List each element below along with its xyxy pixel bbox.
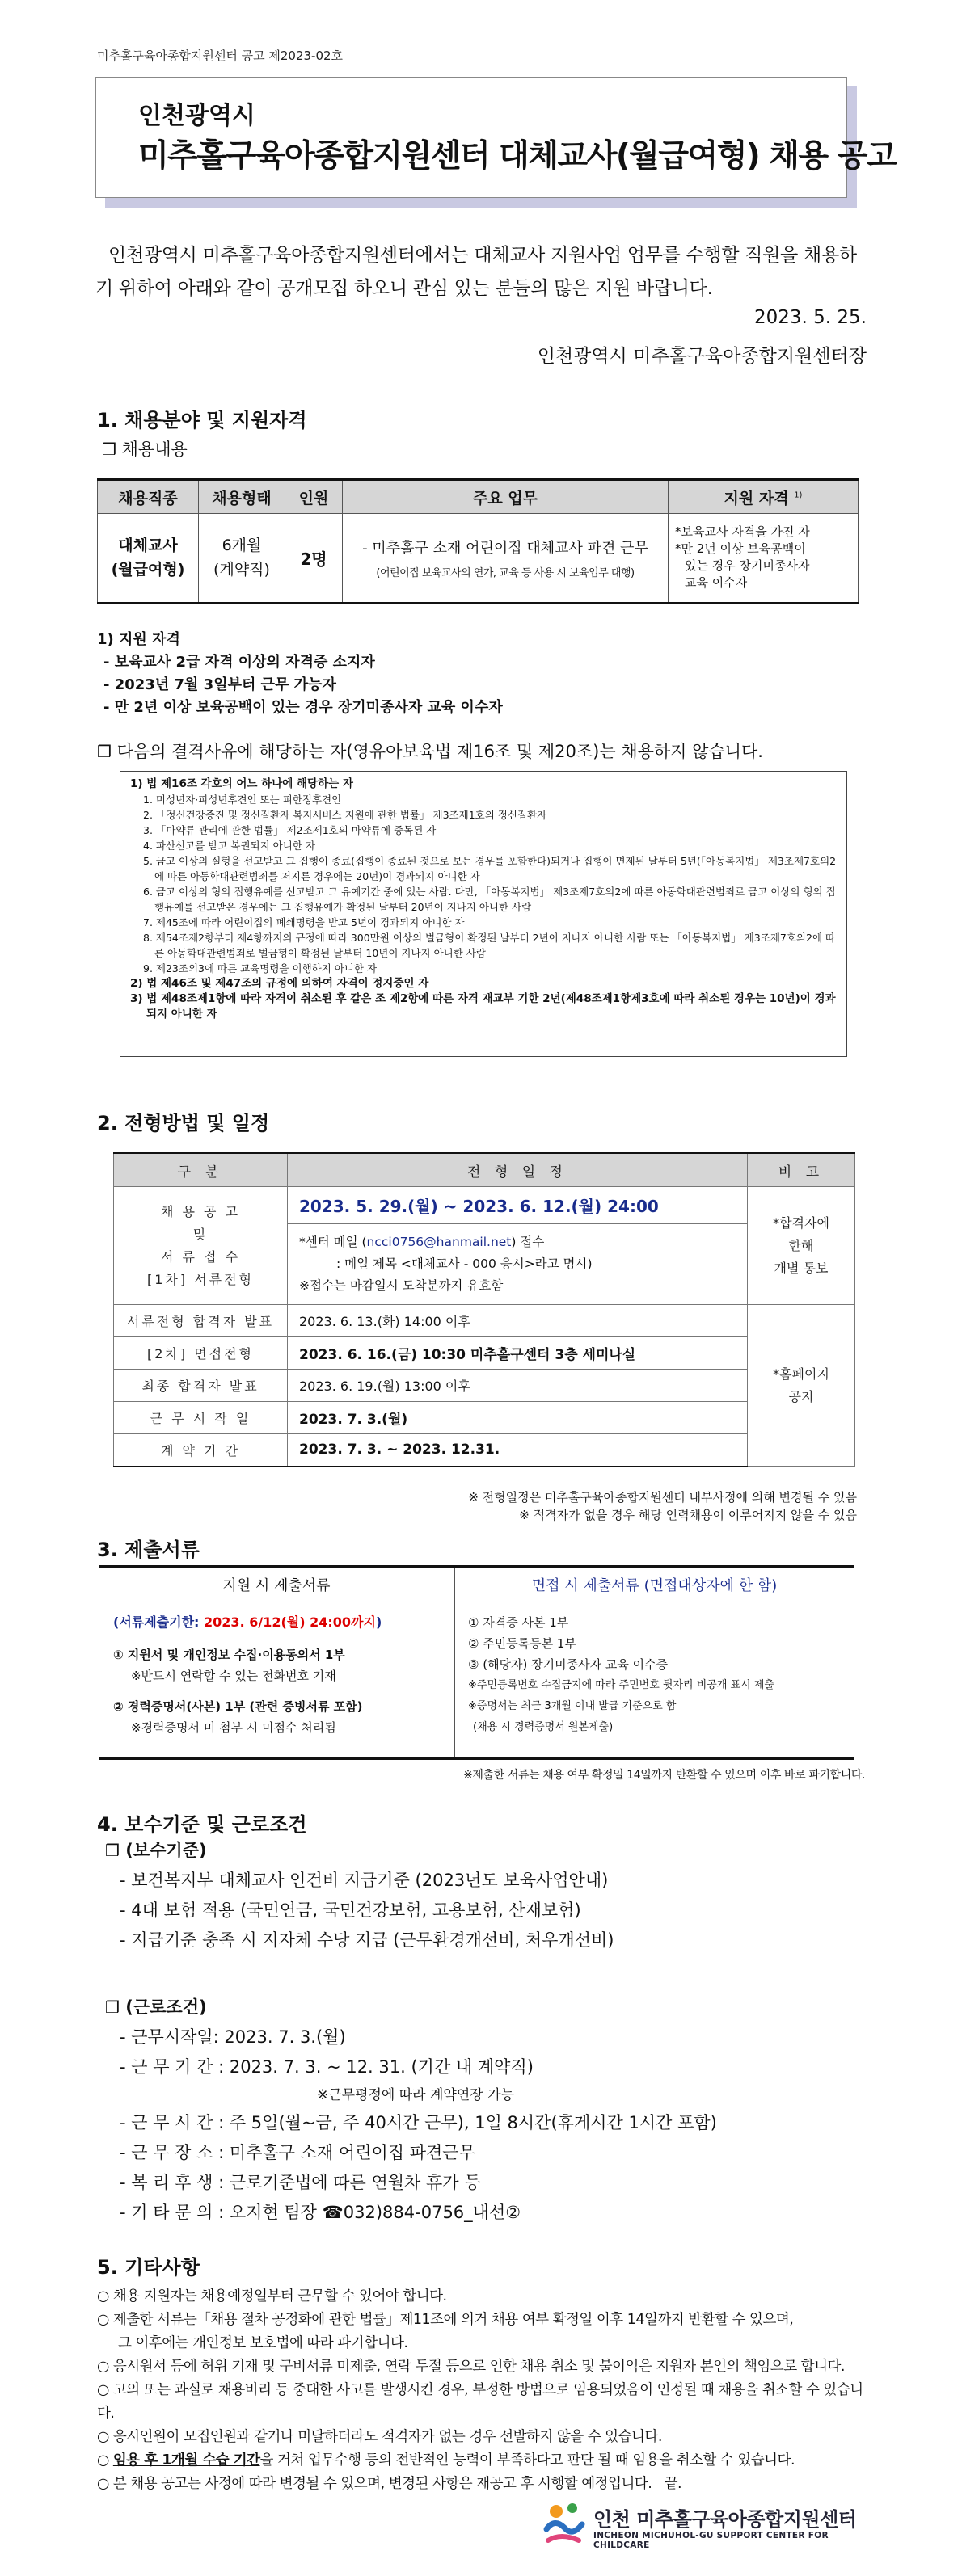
col-count: 인원	[285, 480, 343, 514]
application-method: *센터 메일 (ncci0756@hanmail.net) 접수 : 메일 제목 <대체교사 - 000 응시>라고 명시) ※접수는 마감일시 도착분까지 유효함	[288, 1224, 748, 1305]
section-1-sub	[102, 436, 188, 461]
center-logo-icon	[540, 2500, 589, 2549]
checkbox-square-icon: ❒	[105, 1841, 120, 1860]
col-category: 구 분	[114, 1153, 288, 1187]
col-type: 채용형태	[199, 480, 285, 514]
schedule-note-2: ※ 적격자가 없을 경우 해당 인력채용이 이루어지지 않을 수 있음	[519, 1508, 857, 1522]
row-contract-label: 계 약 기 간	[114, 1434, 288, 1467]
pay-standard-block: ❒ (보수기준) - 보건복지부 대체교사 인건비 지급기준 (2023년도 보육사업안내) - 4대 보험 적용 (국민연금, 국민건강보험, 고용보험, 산재보험) - 지급기준 충족 시 지자체 수당 지급 (근무환경개선비, 처우개선비)	[105, 1841, 614, 1950]
recruit-content-label: 채용내용	[121, 440, 188, 459]
final-result-value: 2023. 6. 19.(월) 13:00 이후	[288, 1370, 748, 1402]
application-period: 2023. 5. 29.(월) ~ 2023. 6. 12.(월) 24:00	[288, 1187, 748, 1224]
col-job: 채용직종	[98, 480, 199, 514]
center-logo-sub: INCHEON MICHUHOL-GU SUPPORT CENTER FOR CHILDCARE	[593, 2531, 829, 2550]
doc-result-value: 2023. 6. 13.(화) 14:00 이후	[288, 1305, 748, 1337]
page-title: 미추홀구육아종합지원센터 대체교사(월급여형) 채용 공고	[138, 138, 897, 175]
documents-note: ※제출한 서류는 채용 여부 확정일 14일까지 반환할 수 있으며 이후 바로 파기합니다.	[463, 1769, 865, 1782]
interview-documents: ① 자격증 사본 1부 ② 주민등록등본 1부 ③ (해당자) 장기미종사자 교육 이수증 ※주민등록번호 수집금지에 따라 주민번호 뒷자리 비공개 표시 제출 ※증명서는 최근 3개월 이내 발급 기준으로 함 (채용 시 경력증명서 원본제출)	[468, 1615, 774, 1733]
remark-homepage: *홈페이지 공지	[748, 1305, 855, 1467]
disqualification-box: 1) 법 제16조 각호의 어느 하나에 해당하는 자 1. 미성년자·피성년후견인 또는 피한정후견인 2. 「정신건강증진 및 정신질환자 복지서비스 지원에 관한 법률」 제3조제1호의 정신질환자 3. 「마약류 관리에 관한 법률」 제2조제1호의 마약류에 중독된 자 4. 파산선고를 받고 복권되지 아니한 자 5. 금고 이상의 실형을 선고받고 그 집행이 종료(집행이 종료된 것으로 보는 경우를 포함한다)되거나 집행이 면제된 날부터 5년(「아동복지법」 제3조제7호의2에 따른 아동학대관련범죄를 저지른 경우에는 20년)이 경과되지 아니한 자 6. 금고 이상의 형의 집행유예를 선고받고 그 유예기간 중에 있는 사람. 다만, 「아동복지법」 제3조제7호의2에 따른 아동학대관련범죄로 금고 이상의 형의 집행유예를 선고받은 경우에는 그 집행유예가 확정된 날부터 20년이 지나지 아니한 사람 7. 제45조에 따라 어린이집의 폐쇄명령을 받고 5년이 경과되지 아니한 자 8. 제54조제2항부터 제4항까지의 규정에 따라 300만원 이상의 벌금형이 확정된 날부터 2년이 지나지 아니한 사람 또는 「아동복지법」 제3조제7호의2에 따른 아동학대관련범죄로 벌금형이 확정된 날부터 10년이 지나지 아니한 사람 9. 제23조의3에 따른 교육명령을 이행하지 아니한 자 2) 법 제46조 및 제47조의 규정에 의하여 자격이 정지중인 자 3) 법 제48조제1항에 따라 자격이 취소된 후 같은 조 제2항에 따른 자격 재교부 기한 2년(제48조제1항제3호에 따라 취소된 경우는 10년)이 경과되지 아니한 자	[120, 771, 847, 1057]
submit-on-interview-header: 면접 시 제출서류 (면접대상자에 한 함)	[455, 1568, 854, 1602]
intro-paragraph: 인천광역시 미추홀구육아종합지원센터에서는 대체교사 지원사업 업무를 수행할 직원을 채용하기 위하여 아래와 같이 공개모집 하오니 관심 있는 분들의 많은 지원 바랍니다.	[95, 245, 857, 299]
col-qualification: 지원 자격 $^{1)}$	[669, 480, 859, 514]
col-duty: 주요 업무	[343, 480, 669, 514]
count-cell: 2명	[285, 514, 343, 603]
qualifications-list: 1) 지원 자격 - 보육교사 2급 자격 이상의 자격증 소지자 - 2023년 7월 3일부터 근무 가능자 - 만 2년 이상 보육공백이 있는 경우 장기미종사자 교육 이수자	[97, 631, 503, 716]
submit-on-apply-header: 지원 시 제출서류	[99, 1568, 455, 1602]
job-cell: 대체교사 (월급여형)	[98, 514, 199, 603]
documents-table	[99, 1565, 854, 1760]
contract-value: 2023. 7. 3. ~ 2023. 12.31.	[288, 1434, 748, 1467]
interview-value: 2023. 6. 16.(금) 10:30 미추홀구센터 3층 세미나실	[288, 1337, 748, 1370]
col-remark: 비 고	[748, 1153, 855, 1187]
checkbox-square-icon: ❒	[105, 1997, 120, 2017]
section-1-heading: 1. 채용분야 및 지원자격	[97, 409, 307, 431]
row-interview-label: [2차] 면접전형	[114, 1337, 288, 1370]
title-frame	[95, 77, 897, 198]
duty-cell: - 미추홀구 소재 어린이집 대체교사 파견 근무 (어린이집 보육교사의 연가, 교육 등 사용 시 보육업무 대행)	[343, 514, 669, 603]
announcement-date: 2023. 5. 25.	[754, 307, 867, 328]
misc-list: ○ 채용 지원자는 채용예정일부터 근무할 수 있어야 합니다. ○ 제출한 서류는「채용 절차 공정화에 관한 법률」제11조에 의거 채용 여부 확정일 이후 14일까지 반환할 수 있으며, 그 이후에는 개인정보 보호법에 따라 파기합니다. ○ 응시원서 등에 허위 기재 및 구비서류 미제출, 연락 두절 등으로 인한 채용 취소 및 불이익은 지원자 본인의 책임으로 합니다. ○ 고의 또는 과실로 채용비리 등 중대한 사고를 발생시킨 경우, 부정한 방법으로 임용되었음이 인정될 때 채용을 취소할 수 있습니다. ○ 응시인원이 모집인원과 같거나 미달하더라도 적격자가 없는 경우 선발하지 않을 수 있습니다. ○ 임용 후 1개월 수습 기간을 거쳐 업무수행 등의 전반적인 능력이 부족하다고 판단 될 때 임용을 취소할 수 있습니다. ○ 본 채용 공고는 사정에 따라 변경될 수 있으며, 변경된 사항은 재공고 후 시행할 예정입니다. 끝.	[97, 2288, 863, 2492]
row-application-label: 채 용 공 고 및 서 류 접 수 [1차] 서류전형	[114, 1187, 288, 1305]
type-cell: 6개월 (계약직)	[199, 514, 285, 603]
section-4-heading: 4. 보수기준 및 근로조건	[97, 1813, 307, 1836]
work-conditions-block: ❒ (근로조건) - 근무시작일: 2023. 7. 3.(월) - 근 무 기 간 : 2023. 7. 3. ~ 12. 31. (기간 내 계약직) ※근무평정에 따라 계약연장 가능 - 근 무 시 간 : 주 5일(월~금, 주 40시간 근무), 1일 8시간(휴게시간 1시간 포함) - 근 무 장 소 : 미추홀구 소재 어린이집 파견근무 - 복 리 후 생 : 근로기준법에 따른 연월차 휴가 등 - 기 타 문 의 : 오지현 팀장 ☎032)884-0756_내선②	[105, 1997, 717, 2222]
schedule-note-1: ※ 전형일정은 미추홀구육아종합지원센터 내부사정에 의해 변경될 수 있음	[468, 1490, 857, 1505]
apply-documents: (서류제출기한: 2023. 6/12(월) 24:00까지) ① 지원서 및 개인정보 수집·이용동의서 1부 ※반드시 연락할 수 있는 전화번호 기재 ② 경력증명서(사본) 1부 (관련 증빙서류 포함) ※경력증명서 미 첨부 시 미점수 처리됨	[99, 1602, 455, 1757]
row-start-date-label: 근 무 시 작 일	[114, 1402, 288, 1434]
section-3-heading: 3. 제출서류	[97, 1538, 200, 1561]
row-final-result-label: 최종 합격자 발표	[114, 1370, 288, 1402]
disqualification-title: ❒ 다음의 결격사유에 해당하는 자(영유아보육법 제16조 및 제20조)는 채용하지 않습니다.	[97, 742, 763, 761]
issuing-organization: 인천광역시 미추홀구육아종합지원센터장	[537, 346, 867, 367]
row-doc-result-label: 서류전형 합격자 발표	[114, 1305, 288, 1337]
schedule-table	[113, 1152, 855, 1467]
recruitment-table	[97, 478, 859, 604]
center-logo	[540, 2500, 880, 2549]
qualification-cell: *보육교사 자격을 가진 자 *만 2년 이상 보육공백이 있는 경우 장기미종사자 교육 이수자	[669, 514, 859, 603]
email-link[interactable]: ncci0756@hanmail.net	[366, 1235, 512, 1249]
remark-individual: *합격자에 한해 개별 통보	[748, 1187, 855, 1305]
section-2-heading: 2. 전형방법 및 일정	[97, 1112, 270, 1134]
center-logo-name: 인천 미추홀구육아종합지원센터	[593, 2508, 857, 2531]
section-5-heading: 5. 기타사항	[97, 2256, 200, 2279]
col-schedule: 전 형 일 정	[288, 1153, 748, 1187]
checkbox-square-icon: ❒	[102, 440, 116, 459]
document-number: 미추홀구육아종합지원센터 공고 제2023-02호	[97, 48, 344, 63]
title-box	[95, 77, 897, 208]
title-city: 인천광역시	[138, 102, 255, 130]
start-date-value: 2023. 7. 3.(월)	[288, 1402, 748, 1434]
checkbox-square-icon: ❒	[97, 742, 112, 761]
